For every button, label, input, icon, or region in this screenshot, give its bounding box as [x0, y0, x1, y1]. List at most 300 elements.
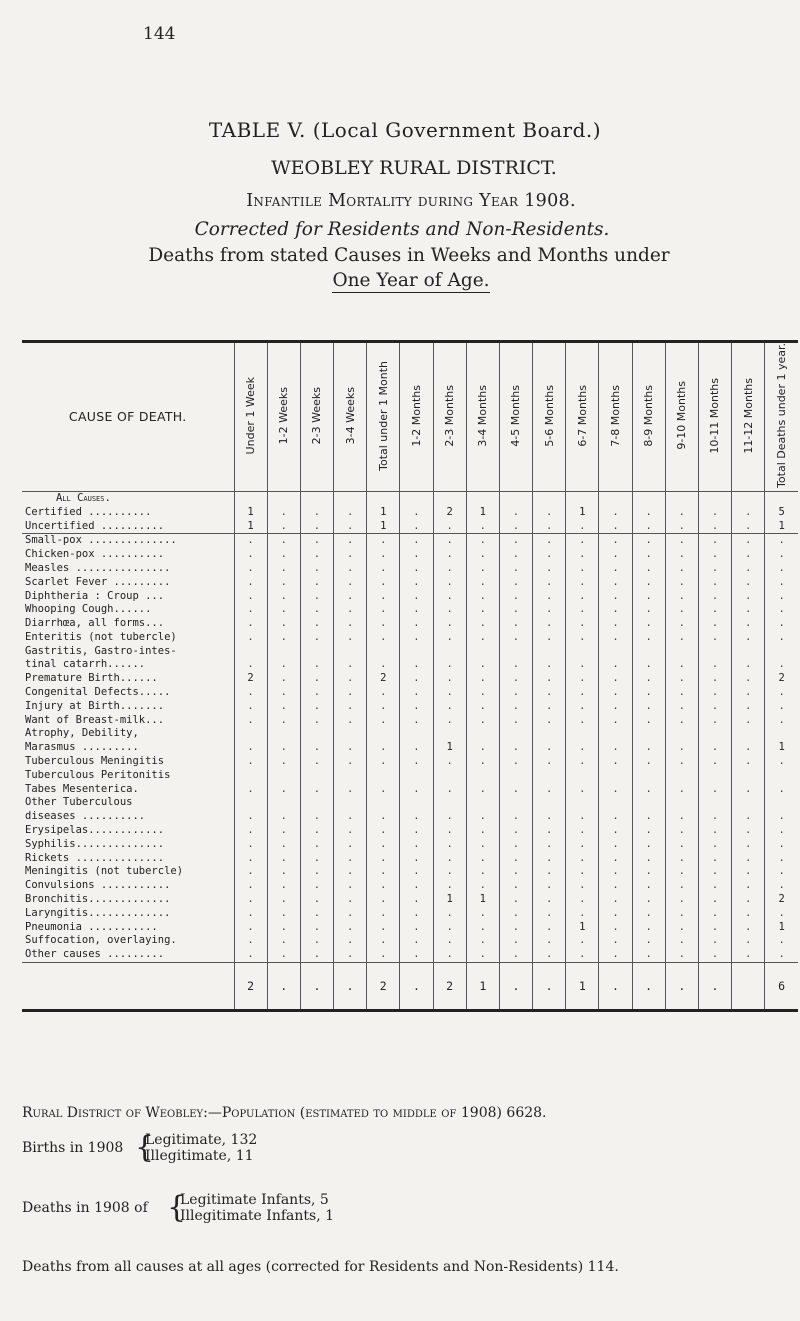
table-cell: . [599, 658, 632, 672]
table-cell: . [698, 810, 731, 824]
deaths-label: Deaths in 1908 of [22, 1200, 148, 1216]
population-line: Rural District of Weobley:—Population (estimated to middle of 1908) 6628. [22, 1105, 547, 1121]
table-cell: . [698, 576, 731, 590]
table-cell: . [400, 658, 433, 672]
table-cell: . [466, 838, 499, 852]
table-cell: . [367, 603, 400, 617]
table-cell: . [732, 520, 765, 534]
total-cell: 2 [367, 963, 400, 1011]
table-row [22, 810, 798, 824]
table-cell: . [334, 603, 367, 617]
table-cell: . [367, 865, 400, 879]
table-cell: . [698, 948, 731, 962]
table-cell: . [665, 548, 698, 562]
table-cell: . [300, 921, 333, 935]
table-cell: . [665, 934, 698, 948]
row-label: Meningitis (not tubercle) [22, 865, 234, 879]
table-cell: . [234, 631, 267, 645]
table-row [22, 672, 798, 686]
table-cell: . [267, 631, 300, 645]
table-cell [665, 645, 698, 659]
table-cell [566, 491, 599, 505]
table-cell: . [533, 824, 566, 838]
table-cell: . [433, 810, 466, 824]
column-header [267, 342, 300, 492]
table-cell: . [367, 824, 400, 838]
table-cell: . [334, 810, 367, 824]
table-cell: . [533, 755, 566, 769]
table-cell: . [267, 879, 300, 893]
table-cell: . [267, 700, 300, 714]
total-cell: 1 [466, 963, 499, 1011]
table-cell [599, 645, 632, 659]
table-cell: . [234, 907, 267, 921]
table-cell: . [300, 506, 333, 520]
table-cell: . [334, 631, 367, 645]
column-header-label: 9-10 Months [675, 381, 689, 450]
table-cell: . [533, 714, 566, 728]
table-cell: . [632, 934, 665, 948]
table-cell [267, 645, 300, 659]
table-cell: . [334, 686, 367, 700]
table-cell: . [732, 714, 765, 728]
table-cell: . [566, 783, 599, 797]
table-row [22, 727, 798, 741]
table-cell: . [499, 948, 532, 962]
total-cell: . [300, 963, 333, 1011]
table-cell: . [533, 617, 566, 631]
table-cell: . [698, 907, 731, 921]
table-cell: . [778, 575, 785, 588]
table-cell: . [665, 783, 698, 797]
table-cell: 1 [466, 506, 499, 520]
table-cell [732, 769, 765, 783]
table-cell: . [698, 783, 731, 797]
table-cell: . [632, 672, 665, 686]
table-cell: . [533, 700, 566, 714]
table-cell: . [400, 810, 433, 824]
table-row [22, 576, 798, 590]
table-cell: . [499, 631, 532, 645]
table-cell: . [400, 672, 433, 686]
table-cell: . [778, 755, 785, 768]
table-cell: . [533, 907, 566, 921]
table-cell [499, 769, 532, 783]
column-header-label: 6-7 Months [575, 384, 589, 447]
group-title-row [22, 491, 798, 505]
table-cell: . [599, 893, 632, 907]
table-cell: . [599, 741, 632, 755]
column-header-label: Under 1 Week [244, 376, 258, 455]
table-cell: . [665, 520, 698, 534]
table-row [22, 948, 798, 962]
brace-icon: { [167, 1190, 187, 1225]
table-cell: . [665, 865, 698, 879]
table-cell: . [533, 921, 566, 935]
table-cell: . [566, 879, 599, 893]
table-cell: . [334, 741, 367, 755]
table-cell: . [566, 907, 599, 921]
table-cell: . [234, 548, 267, 562]
table-cell: . [778, 534, 785, 547]
table-cell: . [632, 617, 665, 631]
table-row [22, 783, 798, 797]
table-cell: . [367, 631, 400, 645]
table-cell: . [533, 590, 566, 604]
table-cell: . [433, 838, 466, 852]
table-cell: . [599, 686, 632, 700]
table-cell: . [300, 700, 333, 714]
table-cell: . [778, 865, 785, 878]
table-cell: . [234, 617, 267, 631]
table-row [22, 741, 798, 755]
table-cell: . [400, 921, 433, 935]
column-header [732, 342, 765, 492]
table-cell: . [466, 865, 499, 879]
table-cell: . [566, 948, 599, 962]
table-row [22, 617, 798, 631]
table-cell [732, 796, 765, 810]
table-cell [665, 727, 698, 741]
table-cell: 2 [778, 893, 785, 906]
table-cell: . [698, 534, 731, 548]
table-cell [234, 491, 267, 505]
table-cell: . [599, 824, 632, 838]
table-cell: . [433, 686, 466, 700]
table-cell: . [698, 755, 731, 769]
table-cell: . [533, 576, 566, 590]
table-cell: . [300, 631, 333, 645]
table-cell [367, 727, 400, 741]
table-cell [400, 769, 433, 783]
table-cell: . [267, 686, 300, 700]
table-cell: . [300, 714, 333, 728]
table-cell: . [400, 603, 433, 617]
table-cell: 1 [765, 520, 798, 534]
table-cell [765, 645, 798, 659]
table-cell: . [466, 852, 499, 866]
table-cell: . [665, 852, 698, 866]
column-header-label: 10-11 Months [708, 377, 722, 454]
row-label: Enteritis (not tubercle) [22, 631, 234, 645]
table-cell: . [632, 948, 665, 962]
row-label: Want of Breast-milk... [22, 714, 234, 728]
table-cell: . [400, 520, 433, 534]
table-row [22, 506, 798, 520]
table-cell: . [732, 838, 765, 852]
table-cell: . [400, 755, 433, 769]
column-header [433, 342, 466, 492]
table-cell: . [778, 948, 785, 961]
table-cell: . [466, 948, 499, 962]
table-cell: . [267, 714, 300, 728]
table-cell: . [533, 603, 566, 617]
table-cell: . [599, 852, 632, 866]
table-cell: . [533, 810, 566, 824]
table-cell: . [533, 852, 566, 866]
table-cell: . [367, 686, 400, 700]
table-cell: . [433, 921, 466, 935]
column-header [765, 342, 798, 492]
table-cell [466, 727, 499, 741]
table-cell: . [367, 562, 400, 576]
table-cell: . [566, 838, 599, 852]
table-cell: . [566, 590, 599, 604]
table-cell: . [499, 893, 532, 907]
table-cell: . [499, 783, 532, 797]
table-cell [533, 796, 566, 810]
table-cell [334, 727, 367, 741]
table-cell: . [499, 810, 532, 824]
table-cell: . [499, 534, 532, 548]
table-cell: . [665, 921, 698, 935]
table-cell [267, 796, 300, 810]
table-cell: . [665, 810, 698, 824]
table-cell: . [367, 590, 400, 604]
table-cell [665, 491, 698, 505]
table-cell: . [400, 865, 433, 879]
table-cell: . [367, 714, 400, 728]
table-cell: . [533, 948, 566, 962]
table-cell: . [665, 686, 698, 700]
table-cell: . [267, 590, 300, 604]
table-cell: . [599, 631, 632, 645]
table-cell: . [334, 520, 367, 534]
table-cell: . [499, 741, 532, 755]
table-cell: . [599, 548, 632, 562]
column-header-label: Total Deaths under 1 year. [775, 343, 789, 488]
table-cell [267, 727, 300, 741]
row-label: Gastritis, Gastro-intes- [22, 645, 234, 659]
table-cell: . [466, 576, 499, 590]
table-cell: . [234, 948, 267, 962]
row-label: Chicken-pox .......... [22, 548, 234, 562]
table-cell: . [632, 658, 665, 672]
table-cell: . [499, 672, 532, 686]
table-cell: . [433, 548, 466, 562]
table-cell: . [732, 548, 765, 562]
table-cell: . [433, 783, 466, 797]
table-row [22, 658, 798, 672]
table-cell [665, 769, 698, 783]
table-cell: . [698, 852, 731, 866]
table-cell: . [698, 590, 731, 604]
table-cell: . [234, 562, 267, 576]
total-cell: . [499, 963, 532, 1011]
table-cell: 1 [367, 506, 400, 520]
table-cell: . [234, 824, 267, 838]
table-cell: . [665, 631, 698, 645]
row-label: Rickets .............. [22, 852, 234, 866]
table-cell: 2 [433, 506, 466, 520]
table-cell: . [300, 907, 333, 921]
table-cell: . [665, 603, 698, 617]
table-cell: . [367, 617, 400, 631]
table-cell: . [566, 686, 599, 700]
table-cell: . [778, 658, 785, 671]
table-cell [732, 727, 765, 741]
table-cell: . [665, 562, 698, 576]
table-cell [599, 769, 632, 783]
table-cell: . [698, 631, 731, 645]
table-cell: . [433, 865, 466, 879]
row-label: Scarlet Fever ......... [22, 576, 234, 590]
table-cell: . [466, 548, 499, 562]
table-cell: . [566, 534, 599, 548]
table-cell: . [778, 906, 785, 919]
total-cell: . [334, 963, 367, 1011]
column-header-label: 7-8 Months [608, 384, 622, 447]
table-row [22, 755, 798, 769]
table-cell: 1 [234, 520, 267, 534]
table-cell: . [234, 755, 267, 769]
table-cell: . [300, 617, 333, 631]
table-cell [632, 491, 665, 505]
table-cell: . [566, 548, 599, 562]
table-cell: . [599, 838, 632, 852]
table-cell [433, 727, 466, 741]
table-cell: . [698, 921, 731, 935]
column-header-label: 4-5 Months [509, 384, 523, 447]
table-cell: . [698, 824, 731, 838]
table-row [22, 865, 798, 879]
table-row [22, 796, 798, 810]
table-cell: . [732, 700, 765, 714]
table-cell: . [367, 921, 400, 935]
table-cell [367, 491, 400, 505]
row-label: Tuberculous Peritonitis [22, 769, 234, 783]
table-cell: . [698, 865, 731, 879]
column-header [334, 342, 367, 492]
row-label: Convulsions ........... [22, 879, 234, 893]
table-cell: . [300, 672, 333, 686]
table-cell: . [778, 713, 785, 726]
table-cell: . [367, 576, 400, 590]
table-cell: . [665, 838, 698, 852]
table-cell: . [632, 534, 665, 548]
table-cell: . [599, 520, 632, 534]
table-cell: . [400, 824, 433, 838]
column-header-label: Total under 1 Month [376, 360, 390, 471]
table-cell: . [499, 590, 532, 604]
column-header [698, 342, 731, 492]
table-cell: . [234, 534, 267, 548]
column-header-label: 2-3 Months [443, 384, 457, 447]
table-cell: . [599, 921, 632, 935]
column-header-label: 3-4 Weeks [343, 386, 357, 445]
table-cell: . [566, 520, 599, 534]
row-label: Whooping Cough...... [22, 603, 234, 617]
table-cell: . [778, 617, 785, 630]
table-cell: . [632, 810, 665, 824]
table-cell: . [234, 686, 267, 700]
table-subtitle: Infantile Mortality during Year 1908. [246, 191, 576, 211]
table-cell [300, 727, 333, 741]
header-row [22, 342, 798, 492]
table-row [22, 645, 798, 659]
table-cell: . [367, 893, 400, 907]
table-cell: . [267, 783, 300, 797]
table-cell: . [499, 576, 532, 590]
table-cell: . [778, 851, 785, 864]
table-cell: . [566, 700, 599, 714]
table-cell: . [698, 700, 731, 714]
table-cell [433, 769, 466, 783]
table-cell [732, 491, 765, 505]
row-label: Small-pox .............. [22, 534, 234, 548]
table-heading [0, 118, 800, 291]
table-cell [267, 491, 300, 505]
table-cell: . [665, 893, 698, 907]
table-cell: . [267, 741, 300, 755]
row-label: Atrophy, Debility, [22, 727, 234, 741]
table-row [22, 921, 798, 935]
table-cell: . [732, 672, 765, 686]
row-label: Pneumonia ........... [22, 921, 234, 935]
table-cell: . [599, 714, 632, 728]
table-cell: . [433, 590, 466, 604]
table-cell: . [234, 838, 267, 852]
table-cell: . [234, 658, 267, 672]
table-cell: . [732, 755, 765, 769]
table-cell: . [234, 590, 267, 604]
table-cell: . [267, 838, 300, 852]
column-header [533, 342, 566, 492]
table-cell [632, 769, 665, 783]
table-cell: 1 [367, 520, 400, 534]
total-cell: . [698, 963, 731, 1011]
total-cell: . [267, 963, 300, 1011]
table-cell: . [499, 838, 532, 852]
table-cell: . [499, 907, 532, 921]
table-cell: . [632, 921, 665, 935]
table-cell: . [778, 782, 785, 795]
table-cell: . [466, 810, 499, 824]
table-cell: . [400, 714, 433, 728]
table-cell [632, 645, 665, 659]
table-cell: . [566, 893, 599, 907]
table-cell: . [632, 520, 665, 534]
table-cell: . [400, 617, 433, 631]
brace-icon: { [135, 1130, 155, 1165]
table-cell: . [732, 934, 765, 948]
table-cell: . [665, 658, 698, 672]
table-cell: . [400, 879, 433, 893]
table-cell: . [334, 700, 367, 714]
table-cell: . [499, 879, 532, 893]
table-cell: . [433, 520, 466, 534]
table-cell: . [300, 603, 333, 617]
table-cell: . [533, 686, 566, 700]
table-cell: . [400, 783, 433, 797]
table-cell: . [566, 672, 599, 686]
table-cell: . [300, 755, 333, 769]
table-cell: . [300, 576, 333, 590]
table-cell: . [466, 672, 499, 686]
table-cell: . [400, 534, 433, 548]
table-cell [765, 796, 798, 810]
table-cell: . [466, 879, 499, 893]
table-cell: . [300, 893, 333, 907]
column-header-label: 8-9 Months [642, 384, 656, 447]
table-cell: . [334, 617, 367, 631]
table-cell: . [334, 576, 367, 590]
total-cell: . [400, 963, 433, 1011]
table-cell: . [367, 534, 400, 548]
table-cell: . [234, 576, 267, 590]
table-cell: . [400, 562, 433, 576]
table-cell: . [499, 506, 532, 520]
